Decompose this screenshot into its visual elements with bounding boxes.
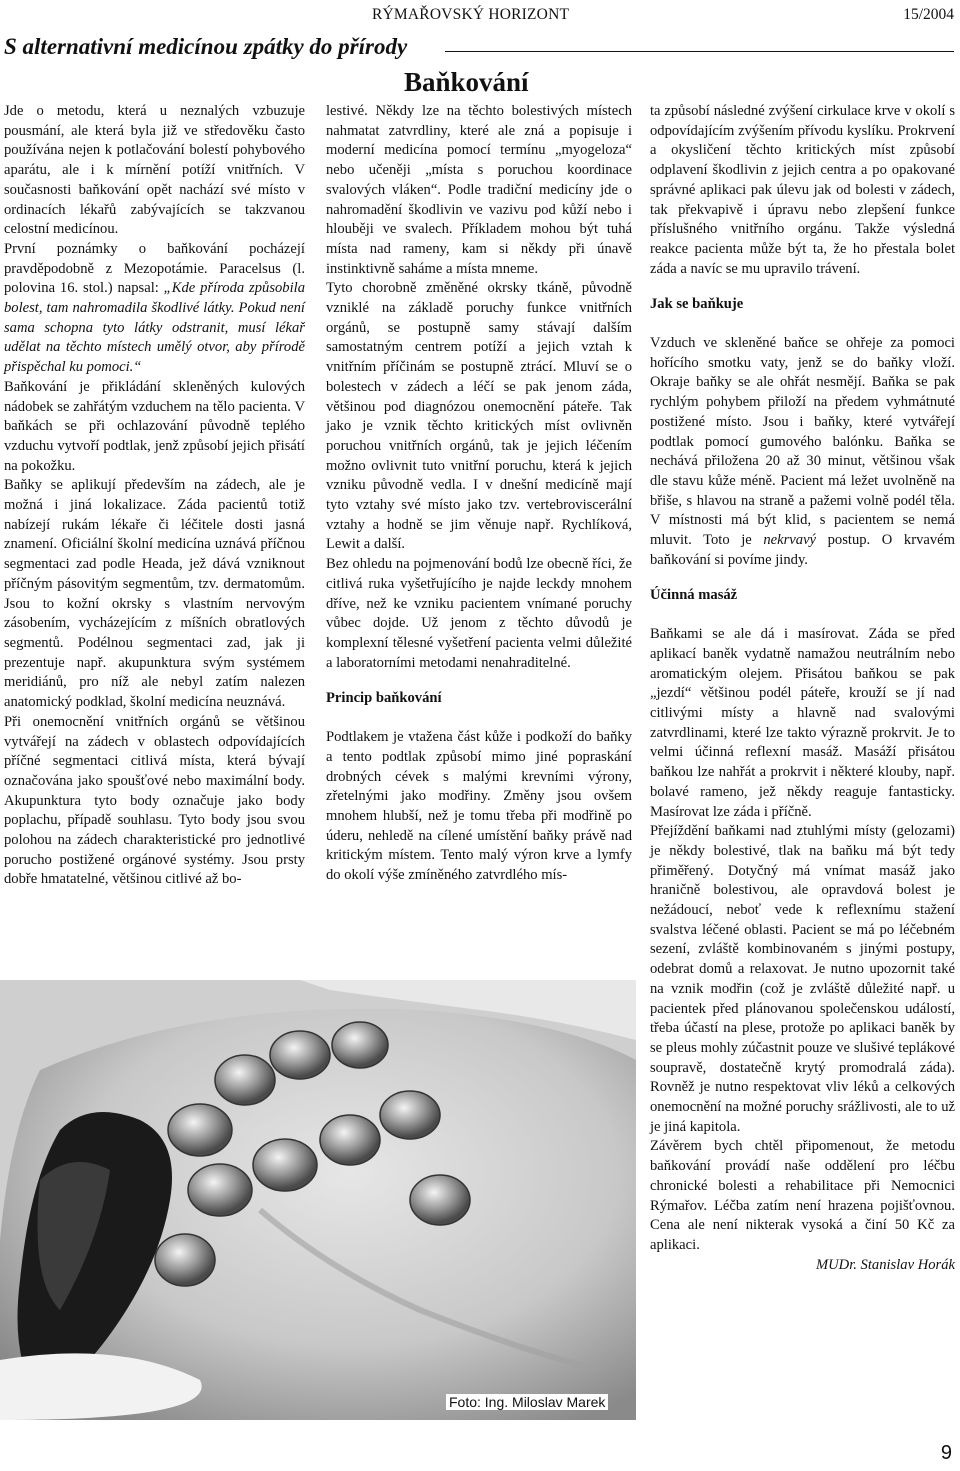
paragraph: Baňkami se ale dá i masírovat. Záda se před aplikací baněk vydatně namažou neutrálním nebo aromatickým olejem. Přisátou baňkou se pak „jezdí“ většinou podél páteře, krouží se jí nad citlivými místy a hlavně nad svalovými zatvrdlinami, které lze takto výrazně prokrvit. Je to velmi účinná reflexní masáž. Masáží přisátou baňkou lze nahřát a prokrvit i některé klouby, např. bolavé rameno, jež někdy reaguje fantasticky. Masírovat lze záda i příčně. [650, 626, 955, 820]
paragraph: lestivé. Někdy lze na těchto bolestivých místech nahmatat zatvrdliny, které ale zná a popisuje i moderní medicína pomocí termínu „myogeloza“ nebo učeněji „místa s poruchou koordinace svalových vláken“. Podle tradiční medicíny jde o nahromadění škodlivin ve vazivu pod kůží nebo i hlouběji ve svalech. Příkladem mohou být tuhá místa nad rameny, kam si někdy při únavě instinktivně saháme a místa mneme. [326, 103, 632, 277]
paragraph: Přejíždění baňkami nad ztuhlými místy (gelozami) je někdy bolestivé, tlak na baňku má být tedy přiměřený. Dotyčný má vnímat masáž jako hraničně bolestivou, ale opravdová bolest je nežádoucí, neboť vede k reflexnímu stažení svalstva léčené oblasti. Pacient se má po léčebném sezení, zvláště kombinovaném s jinými postupy, odebrat domů a relaxovat. Je nutno upozornit také na vznik modřin (což je zvláště důležité např. u pacientek před plánovanou společenskou událostí, třeba účastí na plese, protože po aplikaci baněk by se pleus mohly zúčastnit pouze ve slušivé teplákové soupravě, dostatečně krytý promodralá záda). Rovněž je nutno respektovat vliv léků a celkových onemocnění na možné poruchy srážlivosti, ale to už je jiná kapitola. [650, 823, 955, 1135]
subheading: Princip baňkování [326, 690, 442, 707]
paragraph: Bez ohledu na pojmenování bodů lze obecně říci, že citlivá ruka vyšetřujícího je najde leckdy mnohem dříve, než ke vzniku pacientem vnímané poruchy vůbec dojde. Už jenom z těchto důvodů je komplexní tělesné vyšetření pacienta velmi důležité a laboratorními metodami nenahraditelné. [326, 556, 632, 671]
paragraph: Jde o metodu, která u neznalých vzbuzuje pousmání, ale která byla již ve středověku často používána nejen k potlačování bolestí pohybového aparátu, ale i k mírnění potíží vnitřních. V současnosti baňkování opět nachází své místo v ordinacích lékařů zabývajících se takzvanou celostní medicínou. [4, 103, 305, 238]
article-title: Baňkování [404, 67, 529, 97]
paragraph: Baňkování je přikládání skleněných kulových nádobek se zahřátým vzduchem na tělo pacienta. V baňkách se při ochlazování původně teplého vzduchu vytvoří podtlak, jenž způsobí jejich přisátí na pokožku. [4, 378, 305, 474]
paragraph: První poznámky o baňkování pocházejí pravděpodobně z Mezopotámie. Paracelsus (l. polovina 16. stol.) napsal: „Kde příroda způsobila bolest, tam nahromadila škodlivé látky. Pokud není sama schopna tyto látky odstranit, musí lékař udělat na těchto místech umělý otvor, aby přírodě přispěchal ku pomoci.“ [4, 240, 305, 376]
signature: MUDr. Stanislav Horák [815, 1256, 955, 1273]
cupping-photo [0, 980, 636, 1420]
header-publication: RÝMAŘOVSKÝ HORIZONT [372, 6, 570, 23]
photo-credit: Foto: Ing. Miloslav Marek [446, 1394, 608, 1410]
paragraph: Podtlakem je vtažena část kůže i podkoží do baňky a tento podtlak způsobí mimo jiné popraskání drobných cévek s malými krevními výrony, zřetelnými jako modřiny. Změny jsou ovšem mnohem hlubší, než je tomu třeba při modřině po úderu, nehledě na cílené umístění baňky právě nad kritickým místem. Tento malý výron krve a lymfy do okolí výše zmíněného zatvrdlého mís- [326, 729, 632, 884]
paragraph: Baňky se aplikují především na zádech, ale je možná i jiná lokalizace. Záda pacientů totiž nabízejí rukám lékaře či léčitele dosti jasná znamení. Oficiální školní medicína uznává příčnou segmentaci zad podle Heada, jež dává vzniknout příčným pásovitým segmentům, tzv. dermatomům. Jsou to kožní okrsky s vlastním nervovým zásobením, vycházejícím z míšních obratlových segmentů. Podélnou segmentaci zad, jak ji prezentuje např. akupunktura svým systémem meridiánů, pro níž ale nebyl zatím nalezen anatomický podklad, školní medicína neuznává. [4, 477, 305, 711]
paracelsus-quote: „Kde příroda způsobila bolest, tam nahromadila škodlivé látky. Pokud není sama schopna tyto látky odstranit, musí lékař udělat na těchto místech umělý otvor, aby přírodě přispěchal ku pomoci.“ [4, 280, 305, 376]
paragraph: Při onemocnění vnitřních orgánů se většinou vytvářejí na zádech v oblastech odpovídajících příčné segmentaci citlivá místa, která bývají označována jako spoušťové nebo maximální body. Akupunktura tyto body označuje jako body poplachu, případě souhlasu. Tyto body jsou svou polohou na zádech charakteristické pro jednotlivé porucho postižené orgánové systémy. Jsou prsty dobře hmatatelné, většinou citlivé až bo- [4, 713, 305, 888]
paragraph: ta způsobí následné zvýšení cirkulace krve v okolí s odpovídajícím zvýšením přívodu kyslíku. Prokrvení a okysličení těchto kritických míst způsobí odplavení škodlivin z jejich centra a po opakované správné aplikaci pak úlevu jak od bolesti v zádech, tak překvapivě i úpravu nebo zlepšení funkce příslušného vnitřního orgánu. Takže výsledná reakce pacienta může být ta, že ho přestala bolet záda a navíc se mu upravilo trávení. [650, 103, 955, 277]
column-1 [4, 102, 305, 890]
header-issue: 15/2004 [903, 6, 954, 23]
column-3 [650, 102, 955, 1275]
paragraph: Závěrem bych chtěl připomenout, že metodu baňkování provádí naše oddělení pro léčbu chronické bolesti a rehabilitace při Nemocnici Rýmařov. Léčba zatím není hrazena pojišťovnou. Cena ale není nikterak vysoká a činí 50 Kč za aplikaci. [650, 1138, 955, 1253]
paragraph: Tyto chorobně změněné okrsky tkáně, původně vzniklé na základě poruchy funkce vnitřních orgánů, se postupně samy stávají dalším samostatným centrem potíží a jejich vztah k vnitřním příčinám se postupně ztrácí. Mluví se o bolestech v zádech a léčí se pak jenom záda, většinou pod diagnózou onemocnění páteře. Tak jako je vznik těchto kritických míst ovlivněn poruchou vnitřních orgánů, tak je jejich léčením možno ovlivnit tuto vnitřní poruchu, která k jejich vzniku původně vedla. I v dnešní medicíně mají tyto vztahy své místo jako tzv. vertebroviscerální vztahy a hodně se jim věnuje např. Rychlíková, Lewit a další. [326, 280, 632, 553]
section-title: S alternativní medicínou zpátky do přírody [4, 34, 408, 59]
header-rule [445, 51, 954, 52]
page-number: 9 [940, 1442, 952, 1464]
subheading: Jak se baňkuje [650, 296, 744, 313]
subheading: Účinná masáž [650, 587, 738, 604]
paragraph: Vzduch ve skleněné baňce se ohřeje za pomoci hořícího smotku vaty, jenž se do baňky vloží. Okraje baňky se ale ohřát nesmějí. Baňka se pak rychlým pohybem přiloží na předem vyhmátnuté postižené místo. Jsou i baňky, které vytvářejí podtlak pomocí gumového balónku. Baňka se nechává přiložena 20 až 30 minut, většinou však dle stavu kůže méně. Pacient má ležet uvolněně na břiše, s hlavou na straně a pažemi volně podél těla. V místnosti má být klid, s pacientem se nemá mluvit. Toto je nekrvavý postup. O krvavém baňkování si povíme jindy. [650, 335, 955, 568]
column-2 [326, 102, 632, 886]
